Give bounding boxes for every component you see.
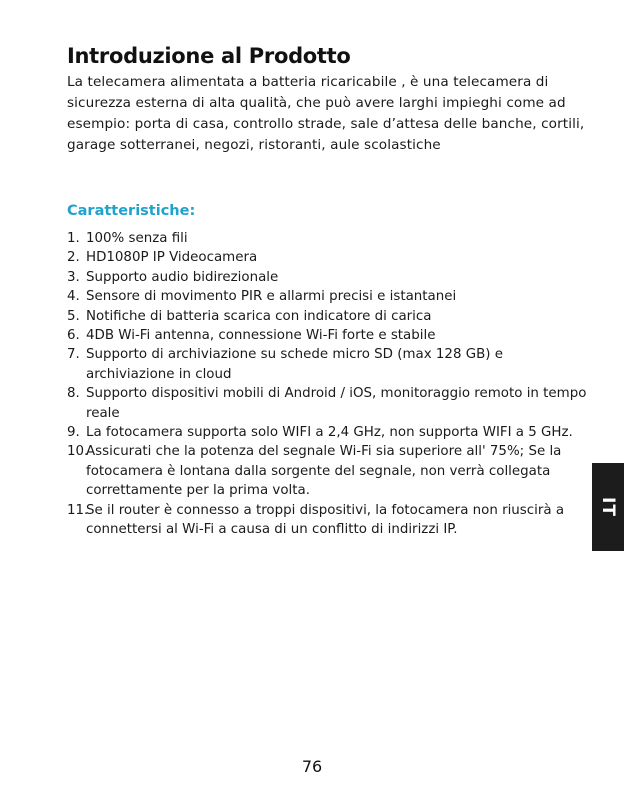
feature-item-2	[67, 248, 587, 267]
feature-item-10	[67, 442, 587, 500]
feature-number: 2.	[67, 250, 80, 266]
features-list	[67, 229, 587, 540]
feature-number: 7.	[67, 347, 80, 363]
feature-item-3	[67, 268, 587, 287]
feature-number: 1.	[67, 231, 80, 246]
feature-text: Sensore di movimento PIR e allarmi precisi e istantanei	[86, 289, 457, 305]
feature-item-8	[67, 384, 587, 423]
feature-text: Se il router è connesso a troppi dispositivi, la fotocamera non riuscirà a connettersi al Wi-Fi a causa di un conflitto di indirizzi IP.	[86, 502, 565, 538]
feature-text: La fotocamera supporta solo WIFI a 2,4 GHz, non supporta WIFI a 5 GHz.	[86, 425, 573, 441]
feature-item-9	[67, 423, 587, 442]
feature-number: 10.	[67, 444, 89, 460]
feature-text: 4DB Wi-Fi antenna, connessione Wi-Fi forte e stabile	[86, 328, 436, 344]
features-heading: Caratteristiche:	[67, 203, 196, 219]
feature-number: 3.	[67, 269, 80, 285]
feature-number: 8.	[67, 386, 80, 402]
feature-number: 5.	[67, 308, 80, 324]
feature-item-4	[67, 287, 587, 306]
feature-text: Supporto di archiviazione su schede micro SD (max 128 GB) e archiviazione in cloud	[86, 347, 504, 382]
intro-paragraph: La telecamera alimentata a batteria ricaricabile , è una telecamera di sicurezza esterna di alta qualità, che può avere larghi impieghi come ad esempio: porta di casa, controllo strade, sale d’attesa delle banche, cortili, garage sotterranei, negozi, ristoranti, aule scolastiche	[67, 74, 585, 153]
feature-item-7	[67, 345, 587, 384]
feature-item-5	[67, 307, 587, 326]
feature-text: Assicurati che la potenza del segnale Wi-Fi sia superiore all' 75%; Se la fotocamera è lontana dalla sorgente del segnale, non verrà collegata correttamente per la prima volta.	[86, 444, 562, 499]
feature-item-11	[67, 501, 587, 540]
page-title: Introduzione al Prodotto	[67, 44, 351, 68]
feature-text: HD1080P IP Videocamera	[86, 250, 258, 266]
feature-item-1	[67, 229, 587, 248]
feature-text: Supporto audio bidirezionale	[86, 269, 279, 285]
feature-text: Supporto dispositivi mobili di Android / iOS, monitoraggio remoto in tempo reale	[86, 386, 587, 421]
feature-number: 11.	[67, 502, 89, 518]
feature-number: 9.	[67, 425, 80, 441]
feature-number: 4.	[67, 289, 80, 305]
language-tab	[592, 463, 624, 551]
feature-number: 6.	[67, 328, 80, 344]
feature-text: 100% senza fili	[86, 231, 188, 246]
feature-item-6	[67, 326, 587, 345]
feature-text: Notifiche di batteria scarica con indicatore di carica	[86, 308, 432, 324]
page-number: 76	[301, 757, 323, 776]
language-tab-label: IT	[597, 497, 618, 517]
